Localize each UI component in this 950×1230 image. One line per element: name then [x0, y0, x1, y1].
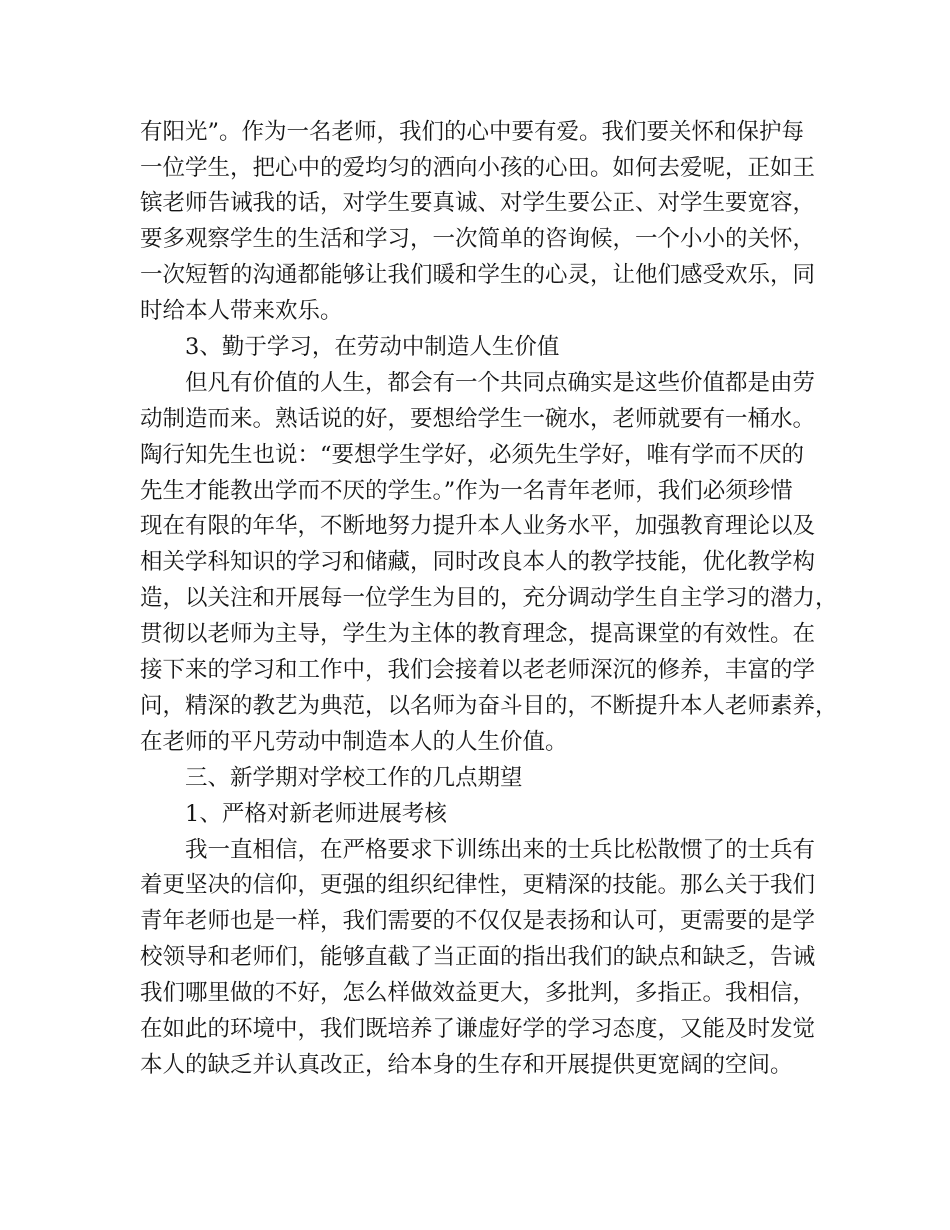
paragraph-line: 接下来的学习和工作中，我们会接着以老老师深沉的修养，丰富的学 — [140, 657, 816, 683]
paragraph-line: 要多观察学生的生活和学习，一次简单的咨询候，一个小小的关怀， — [140, 226, 816, 252]
paragraph-line: 我一直相信，在严格要求下训练出来的士兵比松散惯了的士兵有 — [185, 837, 816, 863]
paragraph-line: 造，以关注和开展每一位学生为目的，充分调动学生自主学习的潜力， — [140, 585, 838, 611]
paragraph-line: 但凡有价值的人生，都会有一个共同点确实是这些价值都是由劳 — [185, 370, 816, 396]
subsection-heading: 1、严格对新老师进展考核 — [185, 801, 447, 827]
paragraph-line: 现在有限的年华，不断地努力提升本人业务水平，加强教育理论以及 — [140, 513, 816, 539]
paragraph-line: 时给本人带来欢乐。 — [140, 298, 343, 324]
paragraph-line: 陶行知先生也说：“要想学生学好，必须先生学好，唯有学而不厌的 — [140, 442, 805, 468]
paragraph-line: 青年老师也是一样，我们需要的不仅仅是表扬和认可，更需要的是学 — [140, 908, 816, 934]
paragraph-line: 贯彻以老师为主导，学生为主体的教育理念，提高课堂的有效性。在 — [140, 621, 816, 647]
paragraph-line: 镔老师告诫我的话，对学生要真诚、对学生要公正、对学生要宽容， — [140, 190, 816, 216]
paragraph-line: 有阳光”。作为一名老师，我们的心中要有爱。我们要关怀和保护每 — [140, 119, 805, 145]
paragraph-line: 校领导和老师们，能够直截了当正面的指出我们的缺点和缺乏，告诫 — [140, 944, 816, 970]
paragraph-line: 我们哪里做的不好，怎么样做效益更大，多批判，多指正。我相信， — [140, 980, 816, 1006]
paragraph-line: 本人的缺乏并认真改正，给本身的生存和开展提供更宽阔的空间。 — [140, 1052, 793, 1078]
section-heading: 3、勤于学习，在劳动中制造人生价值 — [185, 334, 560, 360]
paragraph-line: 一位学生，把心中的爱均匀的洒向小孩的心田。如何去爱呢，正如王 — [140, 155, 816, 181]
paragraph-line: 问，精深的教艺为典范，以名师为奋斗目的，不断提升本人老师素养， — [140, 693, 838, 719]
paragraph-line: 着更坚决的信仰，更强的组织纪律性，更精深的技能。那么关于我们 — [140, 872, 816, 898]
paragraph-line: 动制造而来。熟话说的好，要想给学生一碗水，老师就要有一桶水。 — [140, 406, 816, 432]
paragraph-line: 先生才能教出学而不厌的学生。”作为一名青年老师，我们必须珍惜 — [140, 478, 793, 504]
paragraph-line: 在老师的平凡劳动中制造本人的人生价值。 — [140, 729, 568, 755]
paragraph-line: 相关学科知识的学习和储藏，同时改良本人的教学技能，优化教学构 — [140, 549, 816, 575]
paragraph-line: 在如此的环境中，我们既培养了谦虚好学的学习态度，又能及时发觉 — [140, 1016, 816, 1042]
section-heading: 三、新学期对学校工作的几点期望 — [185, 765, 523, 791]
paragraph-line: 一次短暂的沟通都能够让我们暖和学生的心灵，让他们感受欢乐，同 — [140, 262, 816, 288]
